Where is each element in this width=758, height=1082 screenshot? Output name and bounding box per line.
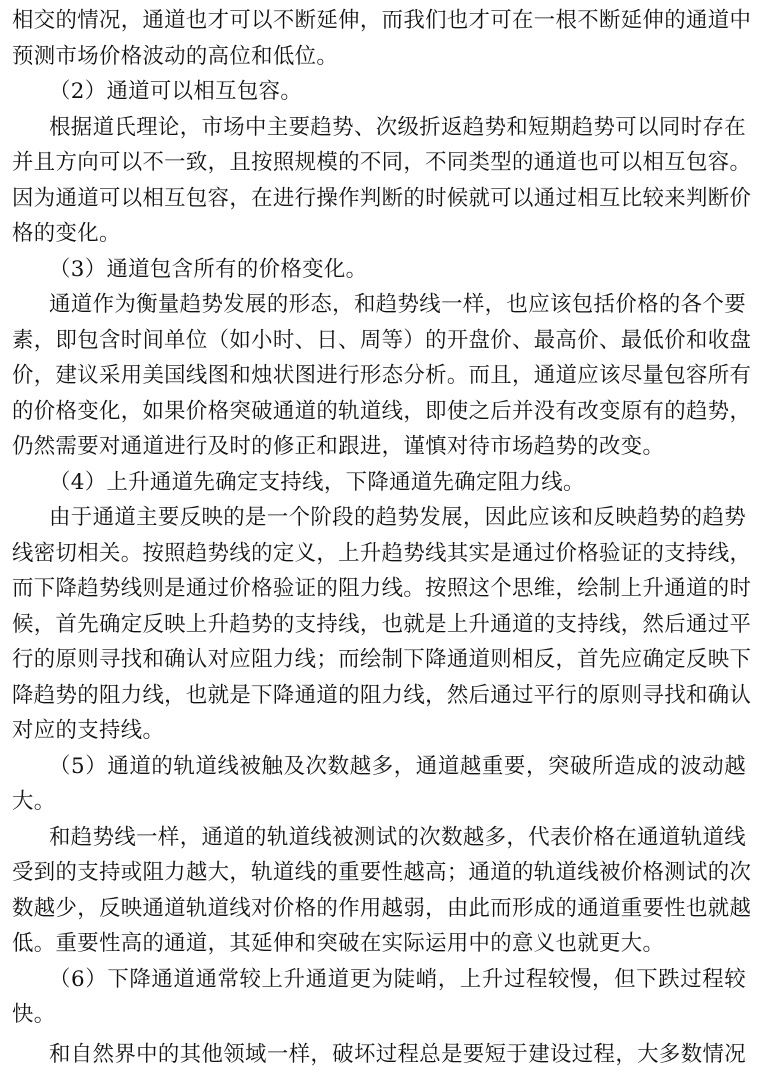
text-line: 通道作为衡量趋势发展的形态，和趋势线一样，也应该包括价格的各个要 <box>49 292 746 317</box>
section-heading: （5）通道的轨道线被触及次数越多，通道越重要，突破所造成的波动越 <box>49 754 746 779</box>
text-line: 并且方向可以不一致，且按照规模的不同，不同类型的通道也可以相互包容。 <box>12 150 752 175</box>
text-line: 和自然界中的其他领域一样，破坏过程总是要短于建设过程，大多数情况 <box>49 1042 746 1067</box>
text-line: 的价格变化，如果价格突破通道的轨道线，即使之后并没有改变原有的趋势， <box>12 399 752 424</box>
text-line: 线密切相关。按照趋势线的定义，上升趋势线其实是通过价格验证的支持线， <box>12 541 752 566</box>
section-heading-continued: 大。 <box>12 789 56 814</box>
text-line: 而下降趋势线则是通过价格验证的阻力线。按照这个思维，绘制上升通道的时 <box>12 576 752 601</box>
text-line: 仍然需要对通道进行及时的修正和跟进，谨慎对待市场趋势的改变。 <box>12 434 665 459</box>
text-line: 和趋势线一样，通道的轨道线被测试的次数越多，代表价格在通道轨道线 <box>49 825 746 850</box>
text-line: 对应的支持线。 <box>12 718 165 743</box>
text-line: 因为通道可以相互包容，在进行操作判断的时候就可以通过相互比较来判断价 <box>12 186 752 211</box>
text-line: 格的变化。 <box>12 221 121 246</box>
text-line: 预测市场价格波动的高位和低位。 <box>12 44 339 69</box>
text-line: 候，首先确定反映上升趋势的支持线，也就是上升通道的支持线，然后通过平 <box>12 612 752 637</box>
text-line: 受到的支持或阻力越大，轨道线的重要性越高；通道的轨道线被价格测试的次 <box>12 860 752 885</box>
text-line: 行的原则寻找和确认对应阻力线；而绘制下降通道则相反，首先应确定反映下 <box>12 647 752 672</box>
section-heading-continued: 快。 <box>12 1002 56 1027</box>
section-heading: （3）通道包含所有的价格变化。 <box>49 257 368 282</box>
text-line: 降趋势的阻力线，也就是下降通道的阻力线，然后通过平行的原则寻找和确认 <box>12 683 752 708</box>
text-line: 相交的情况，通道也才可以不断延伸，而我们也才可在一根不断延伸的通道中 <box>12 8 752 33</box>
text-line: 根据道氏理论，市场中主要趋势、次级折返趋势和短期趋势可以同时存在 <box>49 115 746 140</box>
text-line: 由于通道主要反映的是一个阶段的趋势发展，因此应该和反映趋势的趋势 <box>49 505 746 530</box>
section-heading: （4）上升通道先确定支持线，下降通道先确定阻力线。 <box>49 470 585 495</box>
section-heading: （6）下降通道通常较上升通道更为陡峭，上升过程较慢，但下跌过程较 <box>49 967 746 992</box>
text-line: 素，即包含时间单位（如小时、日、周等）的开盘价、最高价、最低价和收盘 <box>12 328 752 353</box>
text-line: 低。重要性高的通道，其延伸和突破在实际运用中的意义也就更大。 <box>12 931 665 956</box>
section-heading: （2）通道可以相互包容。 <box>49 79 303 104</box>
text-line: 数越少，反映通道轨道线对价格的作用越弱，由此而形成的通道重要性也就越 <box>12 896 752 921</box>
text-line: 价，建议采用美国线图和烛状图进行形态分析。而且，通道应该尽量包容所有 <box>12 363 752 388</box>
